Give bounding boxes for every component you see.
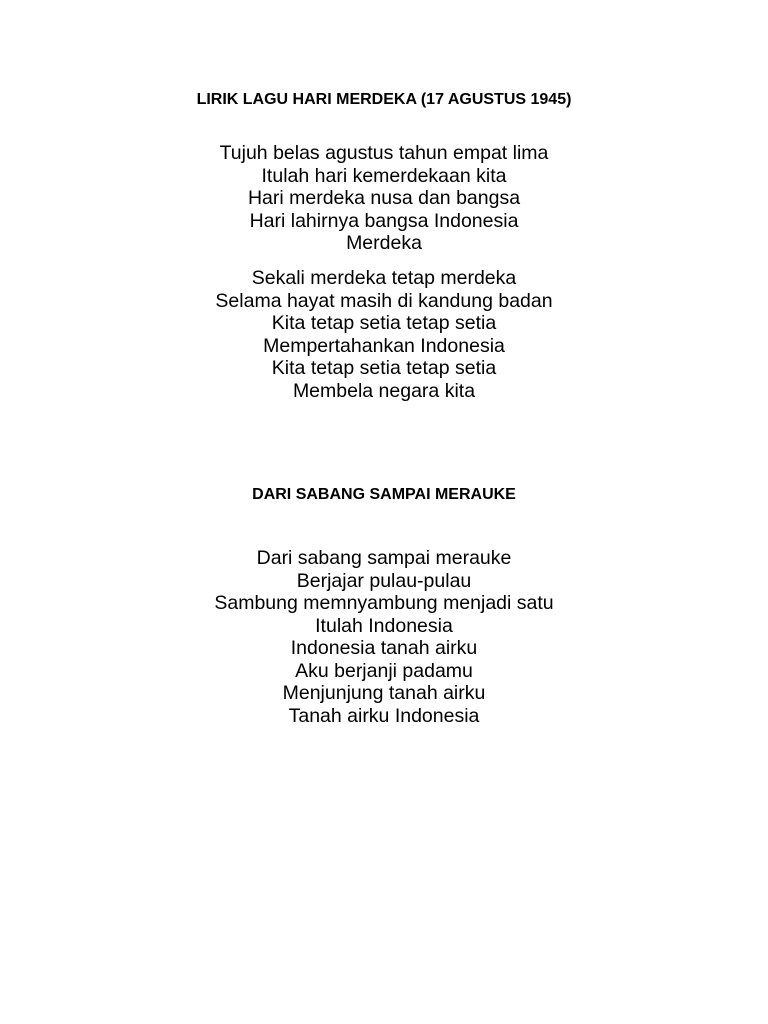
lyric-line: Sekali merdeka tetap merdeka	[251, 267, 517, 289]
lyric-line: Sambung memnyambung menjadi satu	[214, 592, 554, 614]
lyric-line: Dari sabang sampai merauke	[256, 547, 512, 569]
lyric-line: Kita tetap setia tetap setia	[271, 357, 497, 379]
stanza-2	[0, 267, 768, 402]
lyric-line: Aku berjanji padamu	[295, 659, 473, 682]
song-title-hari-merdeka: LIRIK LAGU HARI MERDEKA (17 AGUSTUS 1945)	[196, 91, 572, 108]
song-title-dari-sabang-sampai-merauke: DARI SABANG SAMPAI MERAUKE	[252, 486, 516, 503]
lyric-line: Merdeka	[346, 232, 422, 254]
lyric-line: Itulah Indonesia	[315, 614, 453, 637]
lyric-line: Menjunjung tanah airku	[282, 682, 486, 704]
lyric-line: Tujuh belas agustus tahun empat lima	[219, 142, 549, 164]
lyric-line: Membela negara kita	[292, 379, 476, 402]
lyric-line: Itulah hari kemerdekaan kita	[261, 164, 507, 187]
lyric-line: Selama hayat masih di kandung badan	[215, 289, 553, 312]
lyric-line: Hari lahirnya bangsa Indonesia	[249, 209, 519, 232]
lyric-line: Berjajar pulau-pulau	[296, 569, 472, 592]
stanza-1	[0, 142, 768, 255]
lyric-line: Tanah airku Indonesia	[288, 704, 480, 727]
lyric-line: Mempertahankan Indonesia	[263, 334, 505, 357]
lyric-line: Indonesia tanah airku	[290, 637, 478, 659]
lyric-line: Kita tetap setia tetap setia	[271, 312, 497, 334]
lyric-line: Hari merdeka nusa dan bangsa	[247, 187, 521, 209]
stanza-3	[0, 547, 768, 727]
